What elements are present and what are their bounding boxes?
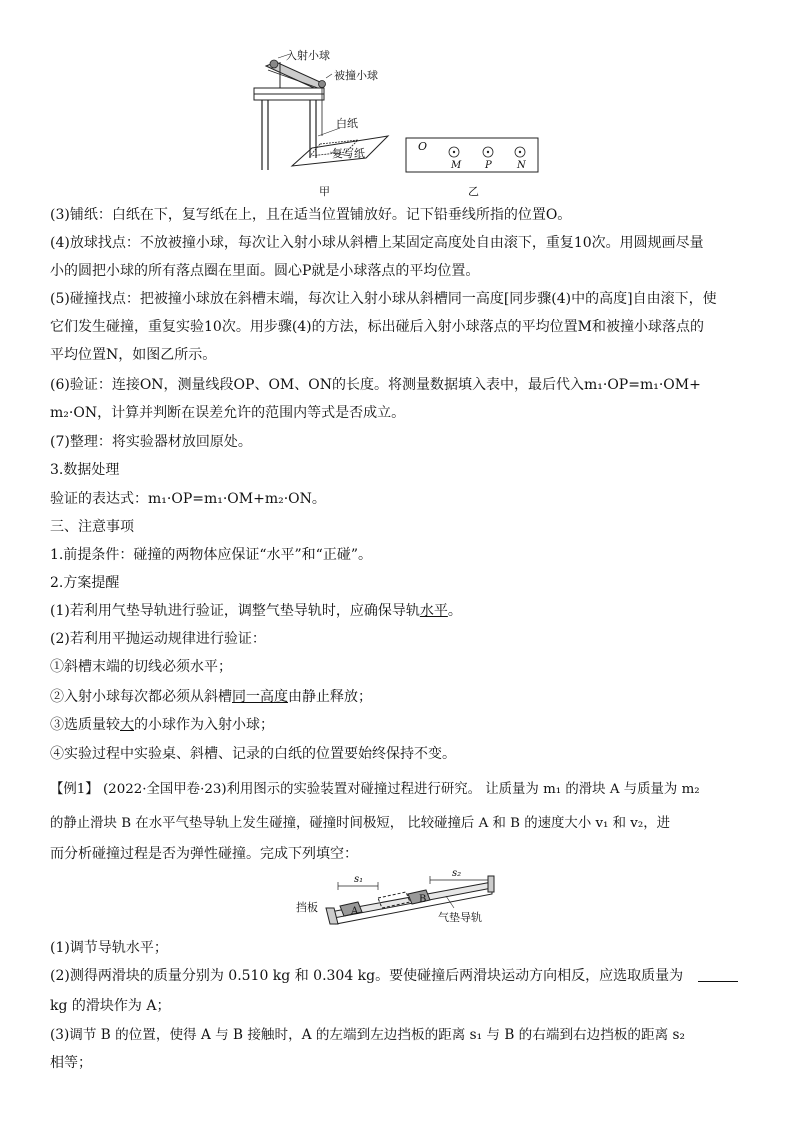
underline-large: 大 — [120, 717, 134, 733]
verification-formula: 验证的表达式：m₁·OP=m₁·OM+m₂·ON。 — [50, 491, 326, 507]
label-s2: s₂ — [452, 868, 462, 879]
label-incident-ball: 入射小球 — [286, 49, 330, 62]
section-notes-heading: 三、注意事项 — [50, 519, 134, 535]
label-point-N: N — [517, 160, 526, 171]
step-4-line-2: 小的圆把小球的所有落点圈在里面。圆心P就是小球落点的平均位置。 — [50, 263, 480, 279]
label-carbon-paper: 复写纸 — [332, 147, 365, 160]
label-point-M: M — [451, 160, 462, 171]
condition-4: ④实验过程中实验桌、斜槽、记录的白纸的位置要始终保持不变。 — [50, 746, 456, 762]
step-5-line-2: 它们发生碰撞，重复实验10次。用步骤(4)的方法，标出碰后入射小球落点的平均位置M和被撞小球落点的 — [50, 319, 704, 335]
step-7: (7)整理：将实验器材放回原处。 — [50, 434, 252, 450]
caption-jia: 甲 — [319, 185, 330, 198]
label-white-paper: 白纸 — [336, 117, 358, 130]
note-1: 1.前提条件：碰撞的两物体应保证“水平”和“正碰”。 — [50, 547, 372, 563]
note-2-item-1: (1)若利用气垫导轨进行验证，调整气垫导轨时，应确保导轨水平。 — [50, 603, 462, 619]
example-1-line-3: 而分析碰撞过程是否为弹性碰撞。完成下列填空： — [50, 846, 358, 862]
step-6-line-1: (6)验证：连接ON，测量线段OP、OM、ON的长度。将测量数据填入表中，最后代入m₁·OP=m₁·OM+ — [50, 377, 701, 393]
step-3: (3)铺纸：白纸在下，复写纸在上，且在适当位置铺放好。记下铅垂线所指的位置O。 — [50, 207, 572, 223]
label-point-O: O — [418, 140, 428, 153]
question-2-line-2: kg 的滑块作为 A； — [50, 998, 171, 1014]
underline-level: 水平 — [419, 603, 448, 619]
condition-1: ①斜槽末端的切线必须水平； — [50, 659, 232, 675]
note-2-item-2: (2)若利用平抛运动规律进行验证： — [50, 631, 266, 647]
condition-2: ②入射小球每次都必须从斜槽同一高度由静止释放； — [50, 689, 372, 705]
heading-data-processing: 3.数据处理 — [50, 462, 120, 478]
step-5-line-3: 平均位置N，如图乙所示。 — [50, 347, 217, 363]
label-block-A: A — [351, 906, 359, 917]
label-s1: s₁ — [354, 874, 364, 885]
caption-yi: 乙 — [468, 185, 479, 198]
label-air-track: 气垫导轨 — [438, 911, 482, 924]
example-1-line-1: 【例1】 (2022·全国甲卷·23)利用图示的实验装置对碰撞过程进行研究。 让质量为 m₁ 的滑块 A 与质量为 m₂ — [50, 782, 700, 797]
step-6-line-2: m₂·ON，计算并判断在误差允许的范围内等式是否成立。 — [50, 405, 406, 421]
question-3-line-1: (3)调节 B 的位置，使得 A 与 B 接触时，A 的左端到左边挡板的距离 s₁ 与 B 的右端到右边挡板的距离 s₂ — [50, 1027, 685, 1043]
underline-same-height: 同一高度 — [232, 689, 288, 705]
label-block-B: B — [419, 894, 427, 905]
question-2-line-1: (2)测得两滑块的质量分别为 0.510 kg 和 0.304 kg。要使碰撞后两滑块运动方向相反，应选取质量为 — [50, 967, 750, 985]
answer-blank[interactable] — [698, 969, 738, 982]
label-point-P: P — [485, 160, 492, 171]
note-2-heading: 2.方案提醒 — [50, 575, 120, 591]
question-1: (1)调节导轨水平； — [50, 940, 168, 956]
label-target-ball: 被撞小球 — [334, 69, 378, 82]
example-1-line-2: 的静止滑块 B 在水平气垫导轨上发生碰撞，碰撞时间极短， 比较碰撞后 A 和 B 的速度大小 v₁ 和 v₂，进 — [50, 816, 671, 831]
apparatus-figure — [240, 48, 550, 198]
step-5-line-1: (5)碰撞找点：把被撞小球放在斜槽末端，每次让入射小球从斜槽同一高度[同步骤(4)中的高度]自由滚下，使 — [50, 291, 717, 307]
label-baffle: 挡板 — [296, 901, 318, 914]
step-4-line-1: (4)放球找点：不放被撞小球，每次让入射小球从斜槽上某固定高度处自由滚下，重复10次。用圆规画尽量 — [50, 235, 704, 251]
condition-3: ③选质量较大的小球作为入射小球； — [50, 717, 274, 733]
question-3-line-2: 相等； — [50, 1055, 92, 1071]
